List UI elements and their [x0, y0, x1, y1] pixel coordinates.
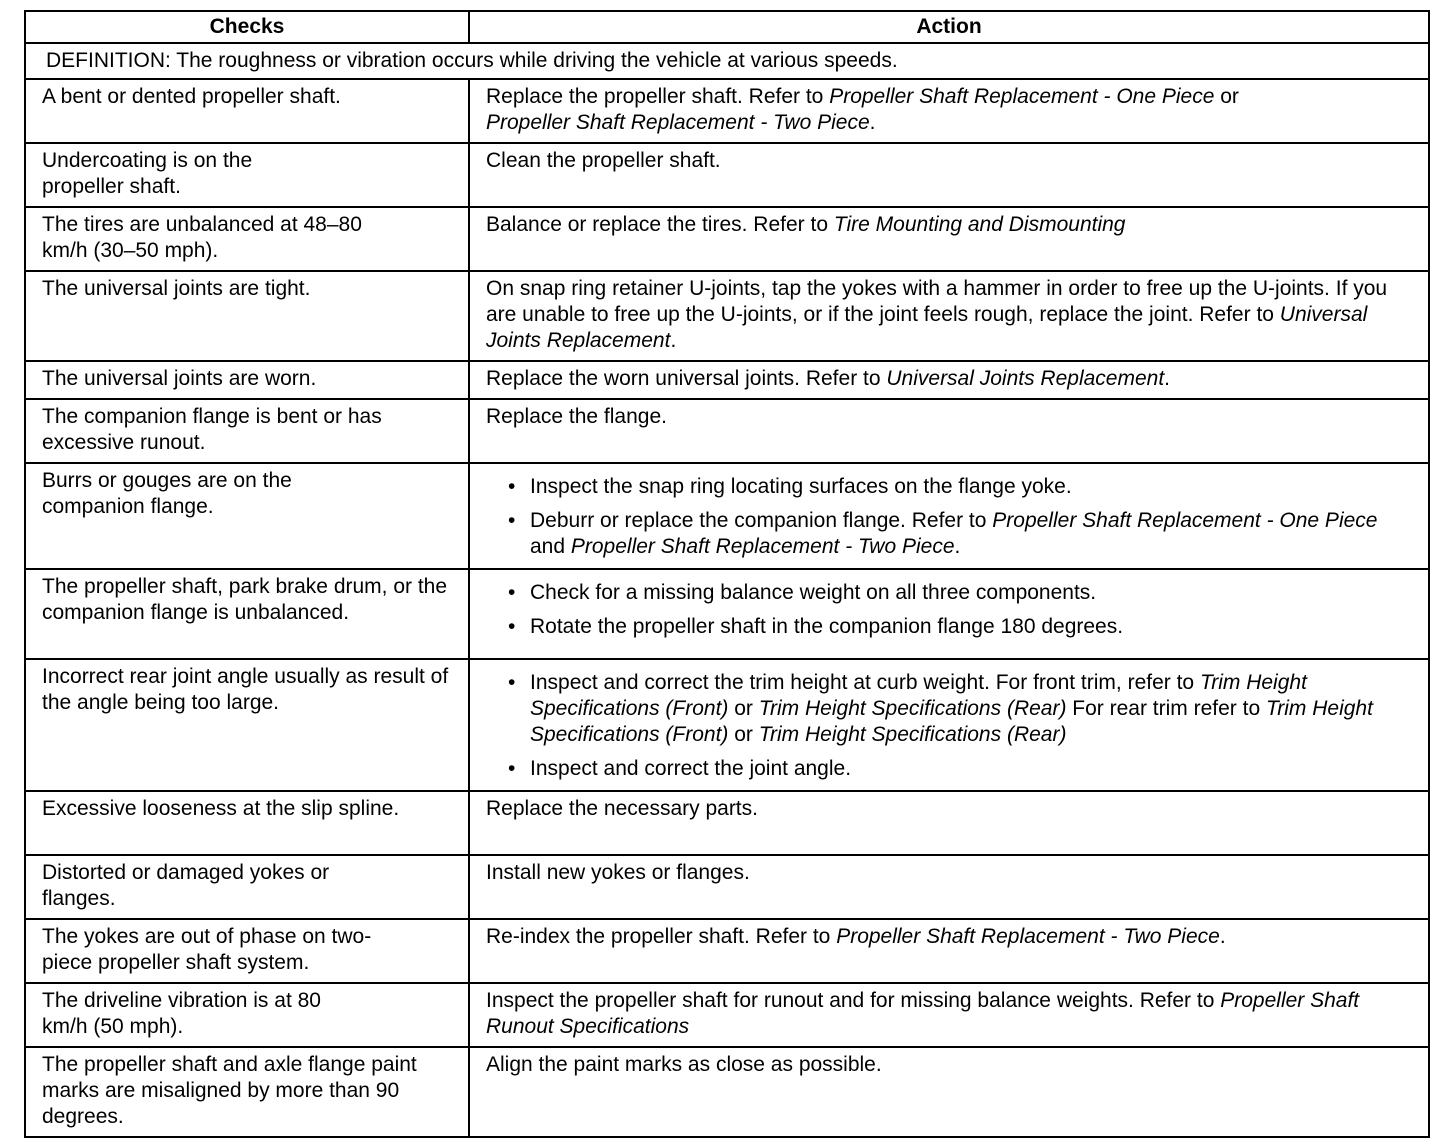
bullet-icon: •: [508, 581, 516, 604]
table-row: [25, 791, 1429, 855]
action-cell: [469, 463, 1429, 569]
action-cell: [469, 983, 1429, 1047]
table-row: [25, 361, 1429, 399]
table-row: [25, 79, 1429, 143]
action-text: or: [728, 723, 759, 746]
action-text: Rotate the propeller shaft in the companion flange 180 degrees.: [530, 615, 1124, 638]
action-cell: [469, 79, 1429, 143]
action-bullet-list: [486, 670, 1416, 782]
column-header-action: Action: [469, 11, 1429, 43]
table-row: [25, 659, 1429, 791]
bullet-icon: •: [508, 475, 516, 498]
action-text: or: [728, 697, 759, 720]
bullet-icon: •: [508, 615, 516, 638]
table-row: [25, 983, 1429, 1047]
action-text: Inspect the propeller shaft for runout and for missing balance weights. Refer to: [486, 989, 1221, 1012]
action-cell: [469, 659, 1429, 791]
action-text: Align the paint marks as close as possible.: [486, 1053, 882, 1076]
action-text: Replace the necessary parts.: [486, 797, 758, 820]
action-bullet-list: [486, 580, 1416, 640]
check-cell: Undercoating is on the propeller shaft.: [25, 143, 469, 207]
bullet-icon: •: [508, 509, 516, 532]
reference-link: Propeller Shaft Runout Specifications: [486, 989, 1360, 1038]
definition-row: [25, 43, 1429, 79]
reference-link: Trim Height Specifications (Rear): [758, 723, 1067, 746]
bullet-icon: •: [508, 757, 516, 780]
list-item: [508, 508, 1416, 560]
action-text: Inspect the snap ring locating surfaces on the flange yoke.: [530, 475, 1072, 498]
reference-link: Propeller Shaft Replacement - One Piece: [829, 85, 1215, 108]
check-cell: The companion flange is bent or has excessive runout.: [25, 399, 469, 463]
action-text: Inspect and correct the trim height at curb weight. For front trim, refer to: [530, 671, 1200, 694]
action-text: Balance or replace the tires. Refer to: [486, 213, 834, 236]
bullet-icon: •: [508, 671, 516, 694]
check-cell: Excessive looseness at the slip spline.: [25, 791, 469, 855]
diagnostic-table: [24, 10, 1430, 1138]
reference-link: Trim Height Specifications (Rear): [758, 697, 1067, 720]
table-row: [25, 207, 1429, 271]
action-text: Inspect and correct the joint angle.: [530, 757, 852, 780]
check-cell: The universal joints are worn.: [25, 361, 469, 399]
action-text: or: [1214, 85, 1239, 108]
check-cell: The propeller shaft, park brake drum, or the companion flange is unbalanced.: [25, 569, 469, 659]
action-bullet-list: [486, 474, 1416, 560]
action-cell: [469, 855, 1429, 919]
reference-link: Propeller Shaft Replacement - Two Piece: [836, 925, 1220, 948]
action-text: Install new yokes or flanges.: [486, 861, 750, 884]
table-row: [25, 463, 1429, 569]
definition-text: DEFINITION: The roughness or vibration occurs while driving the vehicle at various speeds.: [25, 43, 1429, 79]
action-text: .: [670, 329, 677, 352]
action-cell: [469, 919, 1429, 983]
reference-link: Propeller Shaft Replacement - One Piece: [992, 509, 1378, 532]
action-text: Clean the propeller shaft.: [486, 149, 721, 172]
reference-link: Trim Height Specifications (Front): [530, 671, 1307, 720]
table-row: [25, 143, 1429, 207]
table-row: [25, 919, 1429, 983]
action-text: .: [869, 111, 876, 134]
check-cell: The propeller shaft and axle flange paint marks are misaligned by more than 90 degrees.: [25, 1047, 469, 1137]
action-cell: [469, 207, 1429, 271]
action-text: For rear trim refer to: [1066, 697, 1266, 720]
table-row: [25, 271, 1429, 361]
action-text: On snap ring retainer U-joints, tap the yokes with a hammer in order to free up the U-joints. If you are unable to free up the U-joints, or if the joint feels rough, replace the joint. Refer to: [486, 277, 1388, 326]
action-cell: [469, 143, 1429, 207]
list-item: [508, 756, 1416, 782]
table-row: [25, 1047, 1429, 1137]
action-cell: [469, 791, 1429, 855]
reference-link: Universal Joints Replacement: [886, 367, 1165, 390]
action-cell: [469, 1047, 1429, 1137]
action-text: .: [1219, 925, 1226, 948]
check-cell: The yokes are out of phase on two-piece propeller shaft system.: [25, 919, 469, 983]
table-row: [25, 399, 1429, 463]
reference-link: Propeller Shaft Replacement - Two Piece: [570, 535, 955, 558]
table-row: [25, 855, 1429, 919]
action-text: Re-index the propeller shaft. Refer to: [486, 925, 837, 948]
list-item: [508, 580, 1416, 606]
check-cell: The tires are unbalanced at 48–80 km/h (30–50 mph).: [25, 207, 469, 271]
action-cell: [469, 271, 1429, 361]
action-cell: [469, 399, 1429, 463]
reference-link: Propeller Shaft Replacement - Two Piece: [486, 111, 870, 134]
action-text: Replace the propeller shaft. Refer to: [486, 85, 830, 108]
table-row: [25, 569, 1429, 659]
check-cell: The universal joints are tight.: [25, 271, 469, 361]
column-header-checks: Checks: [25, 11, 469, 43]
action-text: Replace the flange.: [486, 405, 667, 428]
action-cell: [469, 361, 1429, 399]
reference-link: Universal Joints Replacement: [486, 303, 1368, 352]
list-item: [508, 614, 1416, 640]
check-cell: Incorrect rear joint angle usually as result of the angle being too large.: [25, 659, 469, 791]
action-cell: [469, 569, 1429, 659]
action-text: Deburr or replace the companion flange. Refer to: [530, 509, 993, 532]
list-item: [508, 474, 1416, 500]
reference-link: Trim Height Specifications (Front): [530, 697, 1373, 746]
check-cell: A bent or dented propeller shaft.: [25, 79, 469, 143]
list-item: [508, 670, 1416, 748]
action-text: Check for a missing balance weight on all three components.: [530, 581, 1097, 604]
table-header-row: [25, 11, 1429, 43]
action-text: and: [530, 535, 571, 558]
check-cell: Burrs or gouges are on the companion flange.: [25, 463, 469, 569]
action-text: Replace the worn universal joints. Refer to: [486, 367, 887, 390]
action-text: .: [1164, 367, 1171, 390]
action-text: .: [954, 535, 961, 558]
check-cell: The driveline vibration is at 80 km/h (50 mph).: [25, 983, 469, 1047]
reference-link: Tire Mounting and Dismounting: [833, 213, 1126, 236]
check-cell: Distorted or damaged yokes or flanges.: [25, 855, 469, 919]
